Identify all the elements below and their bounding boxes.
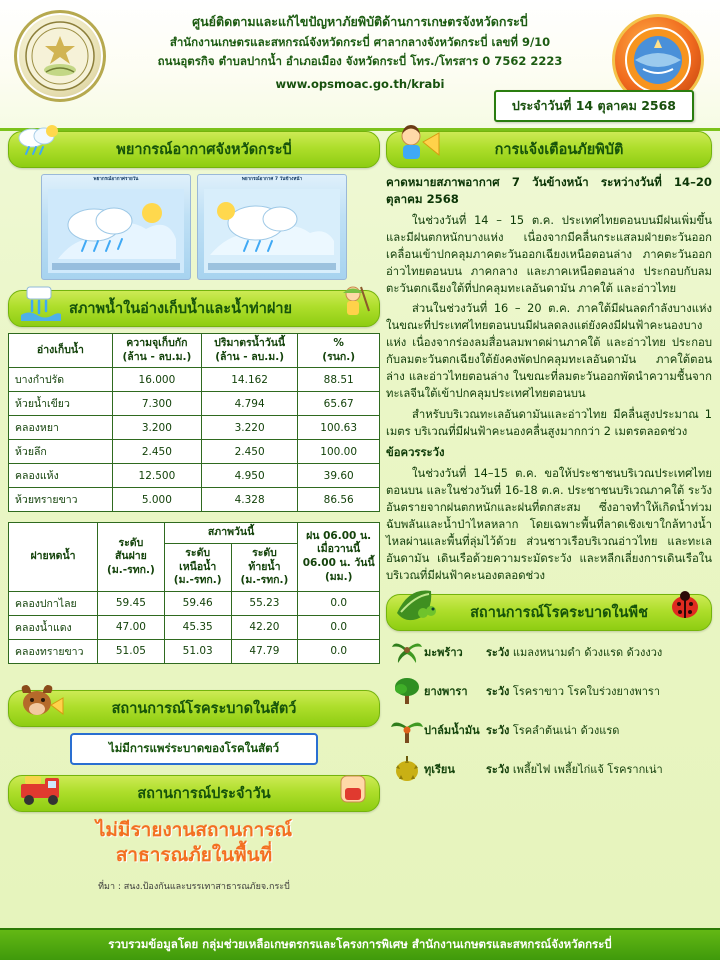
announcer-megaphone-icon bbox=[393, 120, 441, 164]
plant-warn-text: โรคลำต้นเน่า ด้วงแรด bbox=[512, 724, 620, 738]
plant-name: ยางพารา bbox=[424, 685, 468, 699]
weir-col-downstream: ระดับ ท้ายน้ำ (ม.-รทก.) bbox=[231, 543, 298, 591]
plant-warning bbox=[486, 721, 712, 739]
weir-table-wrap bbox=[8, 522, 380, 664]
animal-disease-title: สถานการณ์โรคระบาดในสัตว์ bbox=[111, 700, 297, 717]
rubber-tree-icon bbox=[390, 676, 424, 706]
header-line-1: ศูนย์ติดตามและแก้ไขปัญหาภัยพิบัติด้านการเกษตรจังหวัดกระบี่ bbox=[192, 14, 528, 29]
weir-upstream: 45.35 bbox=[164, 615, 231, 639]
header-text-block bbox=[110, 12, 610, 94]
list-item bbox=[390, 637, 712, 667]
reservoir-col-name: อ่างเก็บน้ำ bbox=[9, 334, 113, 368]
warning-paragraph-3: สำหรับบริเวณทะเลอันดามันและอ่าวไทย มีคลื่นสูงประมาณ 1 เมตร บริเวณที่มีฝนฟ้าคะนองคลื่นสูงมากกว่า 2 เมตรตลอดช่วง bbox=[386, 408, 712, 439]
plant-warn-text: โรคราขาว โรคใบร่วงยางพารา bbox=[512, 685, 660, 699]
plant-disease-title: สถานการณ์โรคระบาดในพืช bbox=[470, 605, 648, 622]
plant-warning bbox=[486, 760, 712, 778]
plant-name: ปาล์มน้ำมัน bbox=[424, 724, 480, 738]
table-row bbox=[9, 392, 380, 416]
reservoir-header-row bbox=[9, 334, 380, 368]
reservoir-name: ห้วยลึก bbox=[9, 440, 113, 464]
weir-col-name: ฝายหดน้ำ bbox=[9, 523, 98, 592]
ladybug-icon bbox=[665, 585, 707, 627]
reservoir-volume: 2.450 bbox=[201, 440, 297, 464]
plant-disease-panel bbox=[386, 594, 712, 784]
plant-warning bbox=[486, 682, 712, 700]
plant-disease-rows bbox=[390, 637, 712, 784]
reservoir-name: ห้วยทรายขาว bbox=[9, 488, 113, 512]
stop-hand-icon bbox=[333, 766, 375, 808]
weir-col-today: สภาพวันนี้ bbox=[164, 523, 298, 544]
weir-name: คลองปกาไลย bbox=[9, 591, 98, 615]
plant-warn-label: ระวัง bbox=[486, 646, 510, 660]
weir-name: คลองทรายขาว bbox=[9, 639, 98, 663]
weir-upstream: 51.03 bbox=[164, 639, 231, 663]
header-url[interactable]: www.opsmoac.go.th/krabi bbox=[275, 76, 445, 91]
weather-image-row bbox=[8, 174, 380, 280]
footer-text: รวบรวมข้อมูลโดย กลุ่มช่วยเหลือเกษตรกรและโครงการพิเศษ สำนักงานเกษตรและสหกรณ์จังหวัดกระบี่ bbox=[108, 937, 612, 951]
daily-situation-source: ที่มา : สนง.ป้องกันและบรรเทาสาธารณภัยจ.กระบี่ bbox=[98, 882, 290, 893]
weather-map-card-2-title: พยากรณ์อากาศ 7 วันข้างหน้า bbox=[241, 177, 303, 182]
reservoir-volume: 14.162 bbox=[201, 368, 297, 392]
reservoir-capacity: 16.000 bbox=[112, 368, 201, 392]
table-row bbox=[9, 416, 380, 440]
plant-name: มะพร้าว bbox=[424, 646, 463, 660]
weir-crest: 51.05 bbox=[98, 639, 165, 663]
reservoir-volume: 4.328 bbox=[201, 488, 297, 512]
reservoir-percent: 88.51 bbox=[298, 368, 380, 392]
header-line-3: ถนนอุตรกิจ ตำบลปากน้ำ อำเภอเมือง จังหวัดกระบี่ โทร./โทรสาร 0 7562 2223 bbox=[157, 53, 563, 68]
disaster-warning-title: การแจ้งเตือนภัยพิบัติ bbox=[494, 142, 624, 158]
reservoir-percent: 100.63 bbox=[298, 416, 380, 440]
daily-situation-message bbox=[76, 818, 312, 869]
table-row bbox=[9, 488, 380, 512]
reservoir-capacity: 3.200 bbox=[112, 416, 201, 440]
reservoir-percent: 39.60 bbox=[298, 464, 380, 488]
coconut-icon bbox=[390, 637, 424, 667]
reservoir-percent: 65.67 bbox=[298, 392, 380, 416]
table-row bbox=[9, 368, 380, 392]
disaster-warning-banner bbox=[386, 131, 712, 168]
animal-disease-notice: ไม่มีการแพร่ระบาดของโรคในสัตว์ bbox=[70, 733, 318, 765]
reservoir-table bbox=[8, 333, 380, 512]
list-item bbox=[390, 754, 712, 784]
animal-disease-banner bbox=[8, 690, 380, 727]
reservoir-col-percent: % (รนก.) bbox=[298, 334, 380, 368]
weather-forecast-title: พยากรณ์อากาศจังหวัดกระบี่ bbox=[116, 142, 292, 158]
weir-upstream: 59.46 bbox=[164, 591, 231, 615]
table-row bbox=[9, 639, 380, 663]
plant-warning bbox=[486, 643, 712, 661]
weir-col-rain: ฝน 06.00 น. เมื่อวานนี้ 06.00 น. วันนี้ (มม.) bbox=[298, 523, 380, 592]
plant-warn-text: เพลี้ยไฟ เพลี้ยไก่แจ้ โรครากเน่า bbox=[512, 763, 663, 777]
durian-icon bbox=[390, 754, 424, 784]
weir-rain: 0.0 bbox=[298, 615, 380, 639]
plant-warn-text: แมลงหนามดำ ด้วงแรด ด้วงงวง bbox=[512, 646, 663, 660]
weir-col-crest: ระดับ สันฝาย (ม.-รทก.) bbox=[98, 523, 165, 592]
reservoir-name: คลองแห้ง bbox=[9, 464, 113, 488]
reservoir-name: ห้วยน้ำเขียว bbox=[9, 392, 113, 416]
reservoir-volume: 3.220 bbox=[201, 416, 297, 440]
daily-situation-message-line1: ไม่มีรายงานสถานการณ์ bbox=[95, 818, 293, 841]
weather-forecast-banner bbox=[8, 131, 380, 168]
reservoir-name: บางกำปรัด bbox=[9, 368, 113, 392]
weir-crest: 59.45 bbox=[98, 591, 165, 615]
reservoir-volume: 4.950 bbox=[201, 464, 297, 488]
weir-col-upstream: ระดับ เหนือน้ำ (ม.-รทก.) bbox=[164, 543, 231, 591]
weir-downstream: 42.20 bbox=[231, 615, 298, 639]
daily-situation-message-line2: สาธารณภัยในพื้นที่ bbox=[115, 844, 273, 867]
reservoir-capacity: 7.300 bbox=[112, 392, 201, 416]
table-row bbox=[9, 440, 380, 464]
weather-map-card-1[interactable] bbox=[41, 174, 191, 280]
warning-head: คาดหมายสภาพอากาศ 7 วันข้างหน้า ระหว่างวันที่ 14–20 ตุลาคม 2568 bbox=[386, 175, 712, 207]
header-line-2: สำนักงานเกษตรและสหกรณ์จังหวัดกระบี่ ศาลากลางจังหวัดกระบี่ เลขที่ 9/10 bbox=[169, 34, 551, 49]
weather-map-card-1-title: พยากรณ์อากาศรายวัน bbox=[93, 177, 139, 182]
oil-palm-icon bbox=[390, 715, 424, 745]
left-column bbox=[8, 131, 380, 893]
warning-caution-head: ข้อควรระวัง bbox=[386, 445, 445, 459]
reservoir-capacity: 2.450 bbox=[112, 440, 201, 464]
weir-table bbox=[8, 522, 380, 664]
reservoir-percent: 100.00 bbox=[298, 440, 380, 464]
cloud-rain-icon bbox=[15, 120, 63, 164]
plant-disease-banner bbox=[386, 594, 712, 631]
provincial-seal-icon bbox=[14, 10, 106, 102]
leaf-caterpillar-icon bbox=[393, 583, 441, 627]
weir-rain: 0.0 bbox=[298, 591, 380, 615]
reservoir-banner bbox=[8, 290, 380, 327]
weir-rain: 0.0 bbox=[298, 639, 380, 663]
warning-paragraph-2: ส่วนในช่วงวันที่ 16 – 20 ต.ค. ภาคใต้มีฝนลดกำลังบางแห่ง ในขณะที่ประเทศไทยตอนบนมีฝนลดลงแต่ยังคงมีฝนฟ้าคะนองบางแห่ง เนื่องจากร่องลมสื่อนลมพาดผ่านภาคใต้ และอ่าวไทย ประกอบกับลมตะวันตกเฉียงใต้ยังคงพัดปกคลุมทะเลอันดามัน ภาคใต้ตอนล่าง และอ่าวไทยตอนล่าง ในขณะที่ลมตะวันออกพัดนำความชื้นจากทะเลจีนใต้เข้าปกคลุมประเทศไทยตอนบน bbox=[386, 302, 712, 401]
reservoir-table-wrap bbox=[8, 333, 380, 512]
reservoir-capacity: 12.500 bbox=[112, 464, 201, 488]
plant-name: ทุเรียน bbox=[424, 763, 455, 777]
reservoir-capacity: 5.000 bbox=[112, 488, 201, 512]
list-item bbox=[390, 676, 712, 706]
reservoir-col-capacity: ความจุเก็บกัก (ล้าน - ลบ.ม.) bbox=[112, 334, 201, 368]
content-columns bbox=[0, 131, 720, 929]
dam-water-icon bbox=[15, 279, 63, 323]
reservoir-title: สภาพน้ำในอ่างเก็บน้ำและน้ำท่าฝาย bbox=[69, 301, 292, 317]
reservoir-percent: 86.56 bbox=[298, 488, 380, 512]
daily-situation-banner bbox=[8, 775, 380, 812]
plant-warn-label: ระวัง bbox=[486, 763, 510, 777]
warning-paragraph-1: ในช่วงวันที่ 14 – 15 ต.ค. ประเทศไทยตอนบนมีฝนเพิ่มขึ้น และมีฝนตกหนักบางแห่ง เนื่องจากมีคลื่นกระแสลมฝ่ายตะวันออกเคลื่อนเข้าปกคลุมภาคตะวันออกเฉียงเหนือตอนล่าง ภาคตะวันออก อ่าวไทยตอนบน ภาคกลาง และภาคเหนือตอนล่าง ประกอบกับลมตะวันตกเฉียงใต้ที่ปกคลุมทะเลอันดามัน ภาคใต้ และอ่าวไทย bbox=[386, 213, 712, 295]
plant-warn-label: ระวัง bbox=[486, 724, 510, 738]
date-badge: ประจำวันที่ 14 ตุลาคม 2568 bbox=[494, 90, 694, 122]
table-row bbox=[9, 464, 380, 488]
weir-downstream: 55.23 bbox=[231, 591, 298, 615]
table-row bbox=[9, 615, 380, 639]
weir-header-row-1 bbox=[9, 523, 380, 544]
weather-map-card-2[interactable] bbox=[197, 174, 347, 280]
weir-crest: 47.00 bbox=[98, 615, 165, 639]
plant-warn-label: ระวัง bbox=[486, 685, 510, 699]
reservoir-volume: 4.794 bbox=[201, 392, 297, 416]
table-row bbox=[9, 591, 380, 615]
list-item bbox=[390, 715, 712, 745]
weir-downstream: 47.79 bbox=[231, 639, 298, 663]
reservoir-name: คลองหยา bbox=[9, 416, 113, 440]
warning-caution-text: ในช่วงวันที่ 14–15 ต.ค. ขอให้ประชาชนบริเวณประเทศไทยตอนบน และในช่วงวันที่ 16-18 ต.ค. ประชาชนบริเวณภาคใต้ ระวังอันตรายจากฝนตกหนักและฝนที่ตกสะสม ซึ่งอาจทำให้เกิดน้ำท่วมฉับพลันและน้ำป่าไหลหลาก โดยเฉพาะพื้นที่ลาดเชิงเขาใกล้ทางน้ำไหลผ่านและพื้นที่ลุ่มไว้ด้วย ส่วนชาวเรือบริเวณอ่าวไทย และทะเลอันดามัน เดินเรือด้วยความระมัดระวัง และหลีกเลี่ยงการเดินเรือในบริเวณที่มีฝนฟ้าคะนองตลอดช่วง bbox=[386, 466, 712, 582]
weir-name: คลองน้ำแดง bbox=[9, 615, 98, 639]
fire-truck-icon bbox=[15, 764, 63, 808]
warning-text-block bbox=[386, 174, 712, 584]
fisherman-icon bbox=[333, 281, 375, 323]
page-header bbox=[0, 0, 720, 131]
daily-situation-title: สถานการณ์ประจำวัน bbox=[137, 785, 271, 802]
cow-megaphone-icon bbox=[15, 679, 63, 723]
page-footer bbox=[0, 928, 720, 960]
right-column bbox=[386, 131, 712, 793]
reservoir-col-volume: ปริมาตรน้ำวันนี้ (ล้าน - ลบ.ม.) bbox=[201, 334, 297, 368]
